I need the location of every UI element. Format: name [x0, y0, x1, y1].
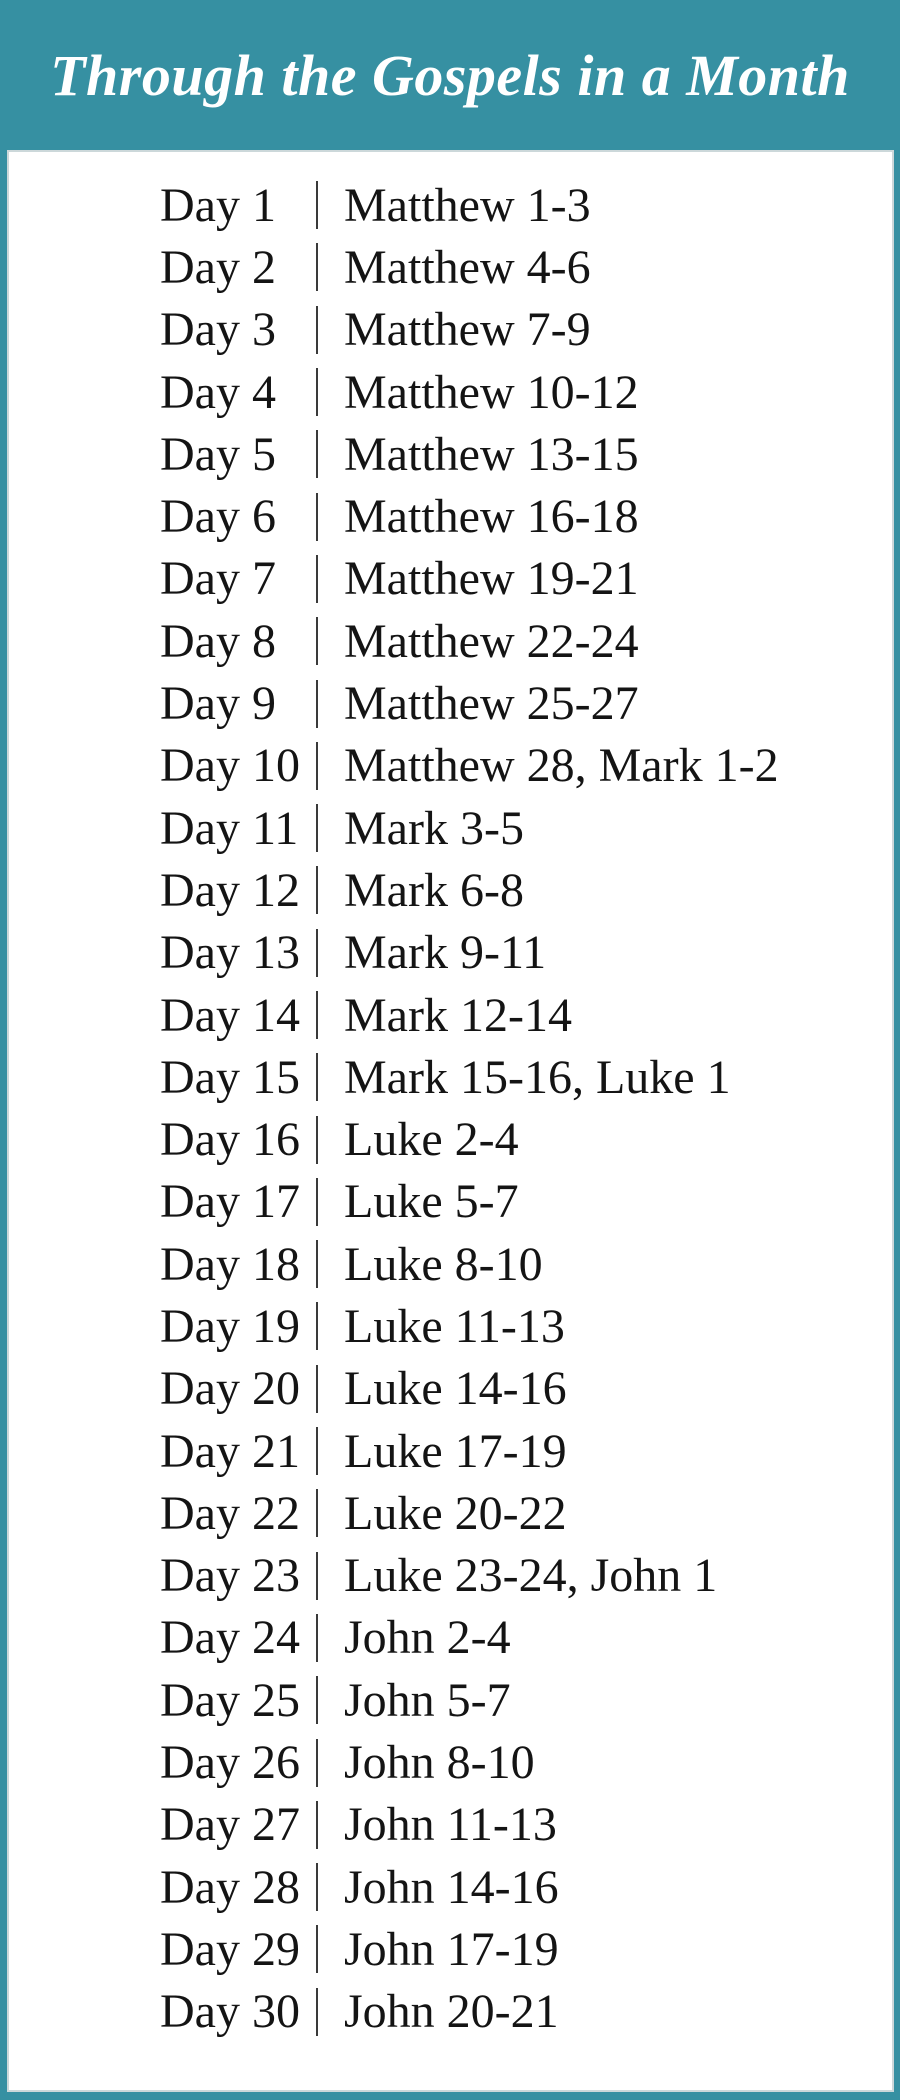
day-label: Day 8: [160, 614, 276, 668]
day-label: Day 28: [160, 1860, 300, 1914]
day-label: Day 17: [160, 1175, 300, 1229]
reading-label: John 20-21: [344, 1985, 559, 2039]
reading-label: Matthew 28, Mark 1-2: [344, 739, 779, 793]
day-separator-bar: [316, 243, 318, 291]
day-label: Day 4: [160, 365, 276, 419]
plan-row: [160, 610, 892, 672]
reading-list: [9, 152, 892, 2043]
reading-label: Luke 5-7: [344, 1175, 519, 1229]
day-label: Day 6: [160, 490, 276, 544]
day-separator-bar: [316, 991, 318, 1039]
day-separator-bar: [316, 742, 318, 790]
day-separator-bar: [316, 306, 318, 354]
day-separator-bar: [316, 368, 318, 416]
day-separator-bar: [316, 1863, 318, 1911]
reading-list-panel: [7, 150, 894, 2092]
day-separator-bar: [316, 617, 318, 665]
day-separator-bar: [316, 1053, 318, 1101]
plan-row: [160, 922, 892, 984]
day-separator-bar: [316, 804, 318, 852]
reading-label: John 5-7: [344, 1673, 511, 1727]
plan-row: [160, 299, 892, 361]
plan-row: [160, 1108, 892, 1170]
day-label: Day 3: [160, 303, 276, 357]
reading-label: Matthew 22-24: [344, 614, 639, 668]
plan-row: [160, 672, 892, 734]
reading-label: Luke 8-10: [344, 1237, 543, 1291]
day-label: Day 20: [160, 1362, 300, 1416]
day-label: Day 15: [160, 1050, 300, 1104]
plan-row: [160, 423, 892, 485]
plan-row: [160, 984, 892, 1046]
plan-row: [160, 1046, 892, 1108]
day-label: Day 5: [160, 427, 276, 481]
poster-title: Through the Gospels in a Month: [50, 42, 850, 108]
reading-label: Mark 12-14: [344, 988, 572, 1042]
day-separator-bar: [316, 1614, 318, 1662]
day-label: Day 18: [160, 1237, 300, 1291]
plan-row: [160, 1794, 892, 1856]
plan-row: [160, 1233, 892, 1295]
day-separator-bar: [316, 1116, 318, 1164]
plan-row: [160, 1171, 892, 1233]
reading-label: Mark 15-16, Luke 1: [344, 1050, 731, 1104]
day-label: Day 24: [160, 1611, 300, 1665]
reading-label: John 14-16: [344, 1860, 559, 1914]
plan-row: [160, 1358, 892, 1420]
day-separator-bar: [316, 1302, 318, 1350]
plan-row: [160, 485, 892, 547]
day-label: Day 26: [160, 1736, 300, 1790]
reading-label: Matthew 16-18: [344, 490, 639, 544]
day-separator-bar: [316, 866, 318, 914]
reading-label: Matthew 1-3: [344, 178, 591, 232]
reading-label: Luke 2-4: [344, 1113, 519, 1167]
day-separator-bar: [316, 555, 318, 603]
day-separator-bar: [316, 680, 318, 728]
plan-row: [160, 1607, 892, 1669]
day-separator-bar: [316, 1801, 318, 1849]
day-separator-bar: [316, 1676, 318, 1724]
plan-row: [160, 1918, 892, 1980]
plan-row: [160, 1482, 892, 1544]
day-separator-bar: [316, 1988, 318, 2036]
plan-row: [160, 548, 892, 610]
plan-row: [160, 174, 892, 236]
plan-row: [160, 236, 892, 298]
plan-row: [160, 735, 892, 797]
plan-row: [160, 1731, 892, 1793]
day-label: Day 27: [160, 1798, 300, 1852]
day-separator-bar: [316, 1365, 318, 1413]
day-label: Day 29: [160, 1922, 300, 1976]
reading-label: Mark 6-8: [344, 863, 524, 917]
reading-label: Matthew 10-12: [344, 365, 639, 419]
day-separator-bar: [316, 1925, 318, 1973]
reading-label: John 2-4: [344, 1611, 511, 1665]
day-label: Day 23: [160, 1549, 300, 1603]
reading-label: Matthew 7-9: [344, 303, 591, 357]
day-separator-bar: [316, 1552, 318, 1600]
plan-row: [160, 1981, 892, 2043]
day-label: Day 1: [160, 178, 276, 232]
day-label: Day 16: [160, 1113, 300, 1167]
reading-label: Matthew 25-27: [344, 677, 639, 731]
plan-row: [160, 1295, 892, 1357]
reading-label: John 11-13: [344, 1798, 557, 1852]
reading-label: John 17-19: [344, 1922, 559, 1976]
reading-label: Luke 23-24, John 1: [344, 1549, 718, 1603]
reading-label: Matthew 13-15: [344, 427, 639, 481]
day-separator-bar: [316, 929, 318, 977]
plan-row: [160, 1669, 892, 1731]
plan-row: [160, 1856, 892, 1918]
reading-label: Matthew 4-6: [344, 240, 591, 294]
reading-label: Mark 9-11: [344, 926, 547, 980]
day-label: Day 7: [160, 552, 276, 606]
day-label: Day 30: [160, 1985, 300, 2039]
day-label: Day 25: [160, 1673, 300, 1727]
reading-label: Matthew 19-21: [344, 552, 639, 606]
day-label: Day 22: [160, 1486, 300, 1540]
reading-label: Luke 20-22: [344, 1486, 567, 1540]
day-separator-bar: [316, 1489, 318, 1537]
day-separator-bar: [316, 430, 318, 478]
reading-label: Mark 3-5: [344, 801, 524, 855]
day-separator-bar: [316, 1178, 318, 1226]
day-label: Day 2: [160, 240, 276, 294]
day-label: Day 10: [160, 739, 300, 793]
day-separator-bar: [316, 1427, 318, 1475]
day-separator-bar: [316, 1240, 318, 1288]
day-separator-bar: [316, 493, 318, 541]
plan-row: [160, 797, 892, 859]
day-label: Day 19: [160, 1299, 300, 1353]
reading-label: Luke 17-19: [344, 1424, 567, 1478]
plan-row: [160, 1545, 892, 1607]
day-label: Day 11: [160, 801, 299, 855]
reading-label: John 8-10: [344, 1736, 535, 1790]
day-label: Day 13: [160, 926, 300, 980]
day-label: Day 21: [160, 1424, 300, 1478]
day-label: Day 12: [160, 863, 300, 917]
plan-row: [160, 1420, 892, 1482]
poster-header: [0, 0, 900, 150]
plan-row: [160, 361, 892, 423]
day-separator-bar: [316, 181, 318, 229]
plan-row: [160, 859, 892, 921]
day-label: Day 14: [160, 988, 300, 1042]
day-label: Day 9: [160, 677, 276, 731]
reading-label: Luke 11-13: [344, 1299, 565, 1353]
reading-label: Luke 14-16: [344, 1362, 567, 1416]
day-separator-bar: [316, 1739, 318, 1787]
